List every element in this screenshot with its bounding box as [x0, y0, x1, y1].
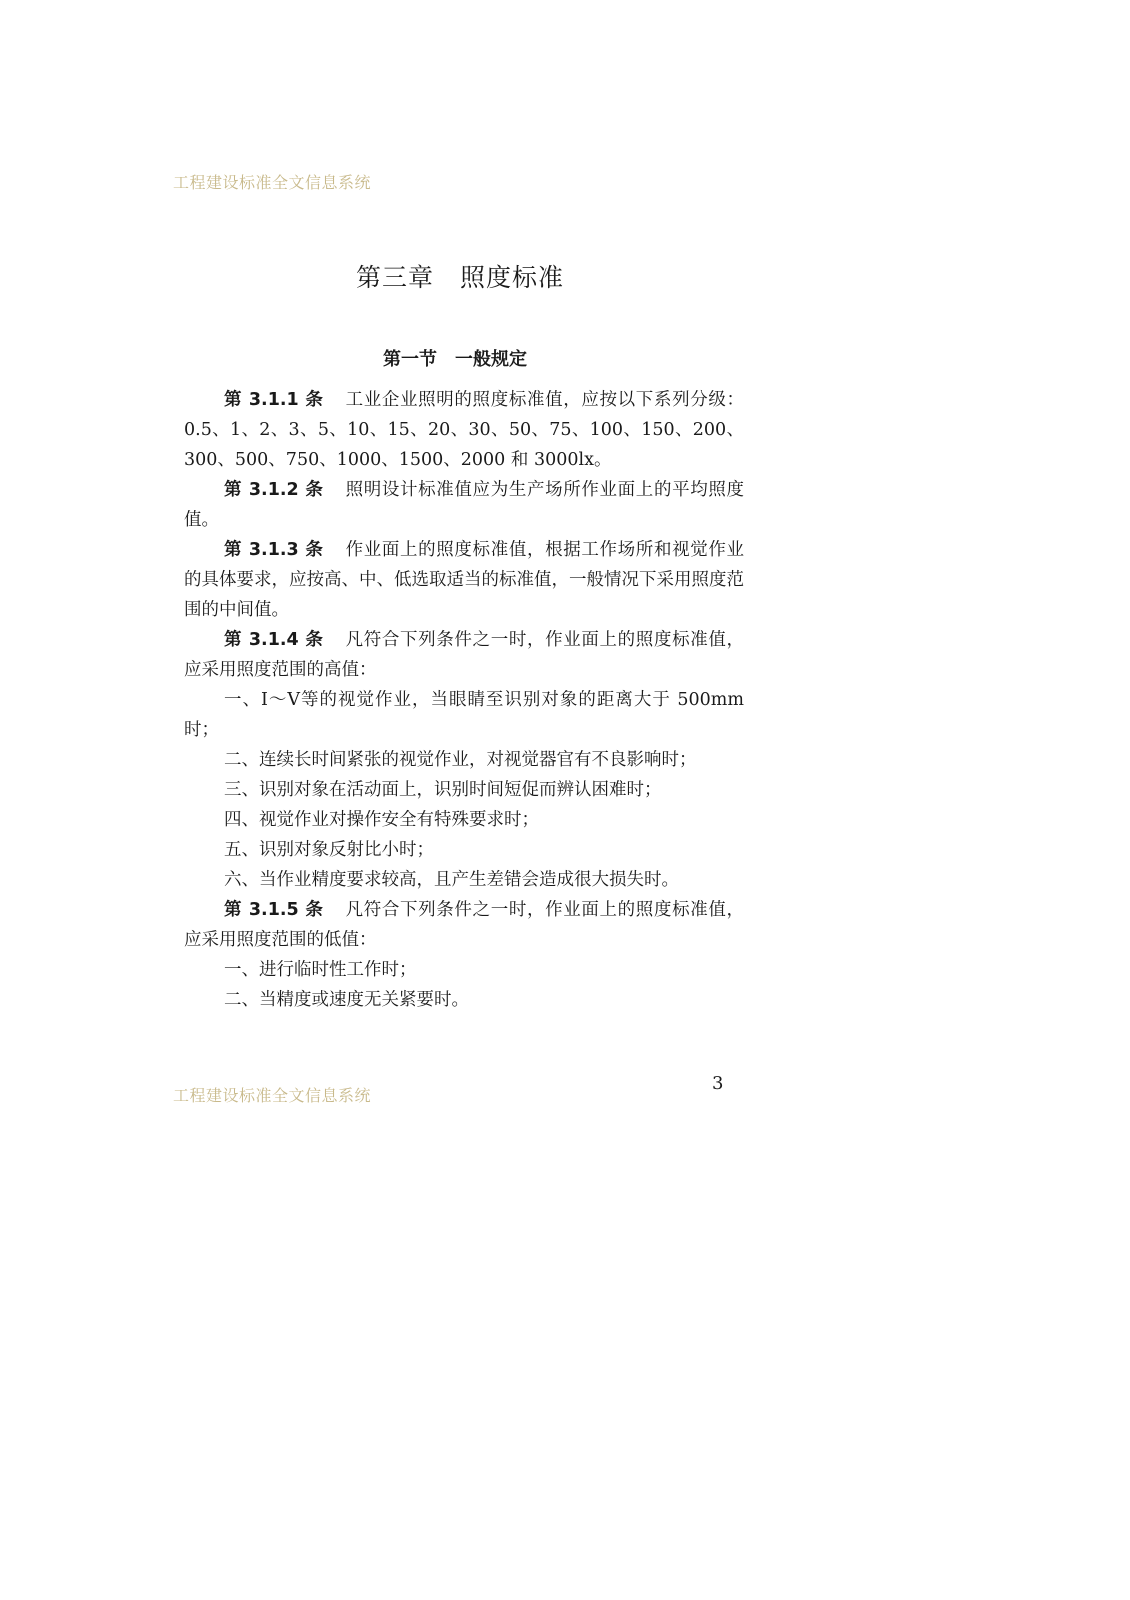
body-text	[184, 385, 744, 1015]
list-item	[184, 865, 744, 895]
list-item	[184, 955, 744, 985]
list-item	[184, 775, 744, 805]
paragraph-3-1-5	[184, 895, 744, 955]
list-item-text: 二、当精度或速度无关紧要时。	[224, 990, 469, 1010]
clause-number: 第 3.1.5 条	[224, 900, 324, 920]
list-item	[184, 805, 744, 835]
list-item-text: 五、识别对象反射比小时；	[224, 840, 434, 860]
clause-text: 作业面上的照度标准值，根据工作场所和视觉作业的具体要求，应按高、中、低选取适当的标准值，一般情况下采用照度范围的中间值。	[184, 540, 745, 620]
list-item-text: 六、当作业精度要求较高，且产生差错会造成很大损失时。	[224, 870, 679, 890]
clause-text: 照明设计标准值应为生产场所作业面上的平均照度值。	[184, 480, 745, 530]
clause-text: 凡符合下列条件之一时，作业面上的照度标准值，应采用照度范围的高值：	[184, 630, 745, 680]
watermark-bottom: 工程建设标准全文信息系统	[173, 1086, 372, 1105]
paragraph-3-1-2	[184, 475, 744, 535]
page-number: 3	[712, 1073, 724, 1094]
chapter-title: 第三章 照度标准	[356, 263, 565, 292]
clause-number: 第 3.1.2 条	[224, 480, 324, 500]
clause-number: 第 3.1.1 条	[224, 390, 324, 410]
list-item	[184, 985, 744, 1015]
list-item-text: 一、Ⅰ～Ⅴ等的视觉作业，当眼睛至识别对象的距离大于 500mm 时；	[184, 690, 744, 740]
paragraph-3-1-1	[184, 385, 744, 475]
list-item	[184, 835, 744, 865]
list-item	[184, 745, 744, 775]
list-item-text: 三、识别对象在活动面上，识别时间短促而辨认困难时；	[224, 780, 662, 800]
list-item	[184, 685, 744, 745]
watermark-top: 工程建设标准全文信息系统	[173, 173, 372, 192]
paragraph-3-1-3	[184, 535, 744, 625]
clause-number: 第 3.1.3 条	[224, 540, 324, 560]
list-item-text: 四、视觉作业对操作安全有特殊要求时；	[224, 810, 539, 830]
clause-number: 第 3.1.4 条	[224, 630, 324, 650]
clause-text: 工业企业照明的照度标准值，应按以下系列分级：0.5、1、2、3、5、10、15、20、30、50、75、100、150、200、300、500、750、1000、1500、2000 和 3000lx。	[184, 390, 745, 470]
section-title: 第一节 一般规定	[383, 349, 527, 370]
paragraph-3-1-4	[184, 625, 744, 685]
clause-text: 凡符合下列条件之一时，作业面上的照度标准值，应采用照度范围的低值：	[184, 900, 745, 950]
list-item-text: 一、进行临时性工作时；	[224, 960, 417, 980]
list-item-text: 二、连续长时间紧张的视觉作业，对视觉器官有不良影响时；	[224, 750, 697, 770]
